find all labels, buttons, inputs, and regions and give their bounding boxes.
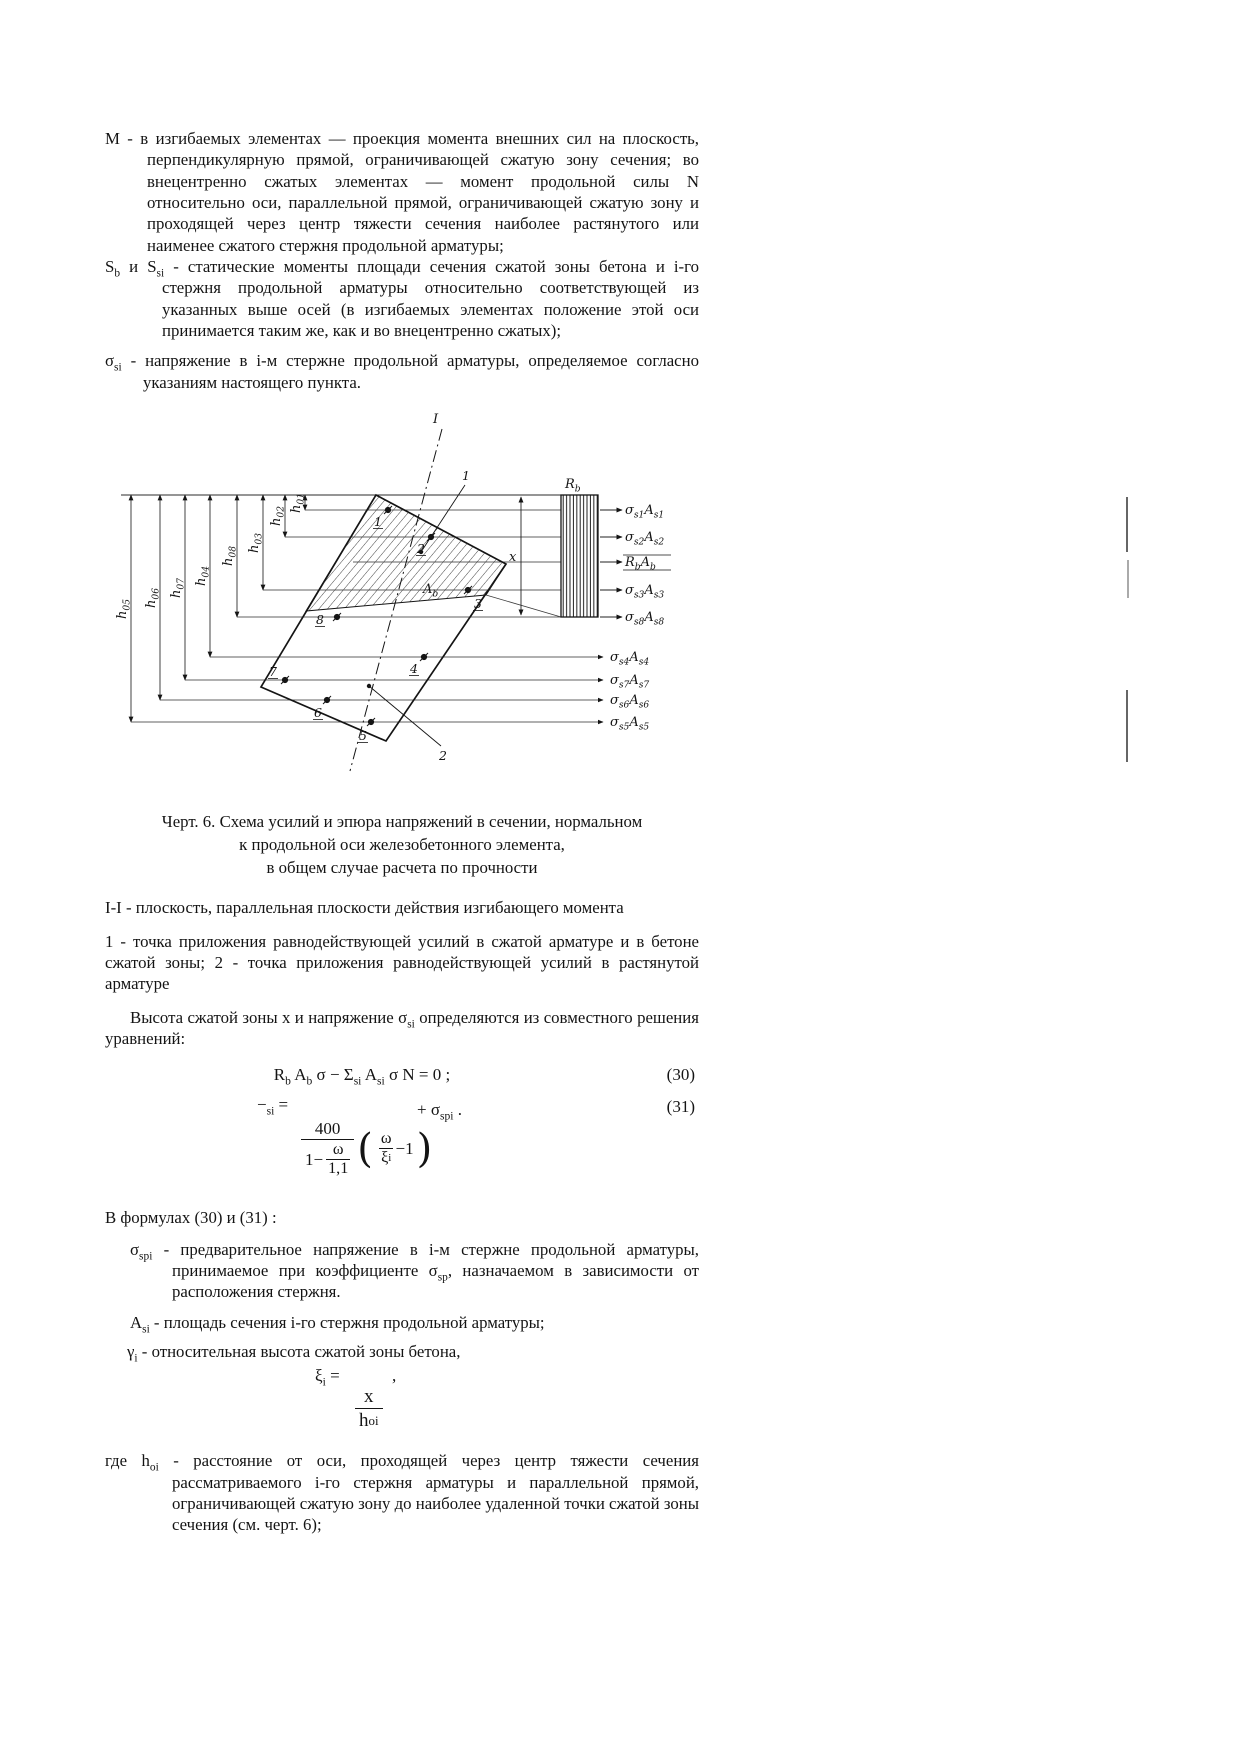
dimension-labels <box>115 493 307 619</box>
text-column <box>105 128 699 1536</box>
h01-label: $h_{01}$ <box>289 492 307 513</box>
equation-31 <box>105 1095 699 1195</box>
equation-31-number: (31) <box>666 1097 695 1117</box>
h02-label: $h_{02}$ <box>269 505 287 526</box>
right-paren: ) <box>416 1125 433 1172</box>
svg-text:6: 6 <box>314 704 322 720</box>
scan-artifact-line <box>1126 690 1128 762</box>
equation-xi <box>105 1362 699 1440</box>
stress-block-label: $R_b$ <box>565 476 581 495</box>
svg-text:2: 2 <box>417 540 425 556</box>
h06-label: $h_{06}$ <box>144 587 162 608</box>
x-over-hoi: x h oi <box>355 1386 383 1432</box>
caption-line-2: к продольной оси железобетонного элемента, <box>239 835 565 855</box>
h04-label: $h_{04}$ <box>194 565 212 586</box>
h05-label: $h_{05}$ <box>115 598 133 619</box>
h07-label: $h_{07}$ <box>169 577 187 598</box>
main-fraction: 400 1− $\frac{\omega}{1,1}$ <box>301 1119 354 1178</box>
force-label-sigma-s5: $\sigma_{s5}A_{s5}$ <box>610 714 650 733</box>
force-label-sigma-s4: $\sigma_{s4}A_{s4}$ <box>610 649 650 668</box>
force-label-sigma-s1: $\sigma_{s1}A_{s1}$ <box>625 502 665 521</box>
figure-6 <box>113 409 699 792</box>
stress-block <box>561 495 598 617</box>
legend-points-1-2: 1 - точка приложения равнодействующей усилий в сжатой арматуре и в бетоне сжатой зоны; 2 - точка приложения равнодействующей усилий в растянутой арматуре <box>105 931 699 994</box>
svg-text:5: 5 <box>359 727 367 743</box>
caption-line-3: в общем случае расчета по прочности <box>266 858 538 878</box>
minus-one: −1 <box>395 1138 414 1158</box>
h03-label: $h_{03}$ <box>247 532 265 553</box>
force-label-sigma-s2: $\sigma_{s2}A_{s2}$ <box>625 529 665 548</box>
svg-text:7: 7 <box>269 663 277 679</box>
force-label-rbab: $R_bA_b$ <box>625 554 656 573</box>
caption-line-1: Черт. 6. Схема усилий и эпюра напряжений в сечении, нормальном <box>161 811 643 831</box>
leader-2-label: 2 <box>439 747 447 763</box>
svg-text:4: 4 <box>410 660 418 676</box>
equation-xi-lhs: $\xi_i$ = <box>315 1366 340 1389</box>
h08-label: $h_{08}$ <box>221 545 239 566</box>
equation-30 <box>105 1065 699 1088</box>
equation-31-lhs: $-_{si}$ = <box>257 1095 289 1118</box>
definition-sb-ssi: $S_b$ и $S_{si}$ - статические моменты площади сечения сжатой зоны бетона и i-го стержня продольной арматуры относительно соответствующей из указанных выше осей (в изгибаемых элементах положение этой оси принимается таким же, как и во внецентренно сжатых); <box>105 256 699 340</box>
zone-boundary-extension <box>486 595 561 617</box>
omega-over-xi: ω ξ i <box>380 1130 392 1167</box>
equation-30-number: (30) <box>666 1065 695 1085</box>
definition-gamma-i: $\gamma_i$ - относительная высота сжатой зоны бетона, <box>127 1342 461 1365</box>
axis-i-label: I <box>433 411 439 427</box>
force-label-sigma-s7: $\sigma_{s7}A_{s7}$ <box>610 672 650 691</box>
scan-artifact-line <box>1127 560 1129 598</box>
definition-m: М - в изгибаемых элементах — проекция момента внешних сил на плоскость, перпендикулярную прямой, ограничивающей сжатую зону сечения; во внецентренно сжатых элементах — момент продольной силы N относительно оси, параллельной прямой, ограничивающей сжатую зону и проходящей через центр тяжести сечения наиболее растянутого или наименее сжатого стержня продольной арматуры; <box>105 129 699 255</box>
figure-caption <box>105 810 699 880</box>
paragraph-solve: Высота сжатой зоны x и напряжение $\sigma_{si}$ определяются из совместного решения уравнений: <box>105 1007 699 1049</box>
svg-text:1: 1 <box>374 513 382 529</box>
x-dimension-label: x <box>509 549 517 565</box>
force-label-sigma-s8: $\sigma_{s8}A_{s8}$ <box>625 609 665 628</box>
compressed-zone <box>306 495 506 611</box>
omega-over-11: $\frac{\omega}{1,1}$ <box>328 1141 349 1178</box>
figure-6-drawing <box>113 409 698 787</box>
equation-xi-comma: , <box>392 1366 397 1386</box>
definition-sigma-si: $\sigma_{si}$ - напряжение в i-м стержне продольной арматуры, определяемое согласно указаниям настоящего пункта. <box>105 351 699 392</box>
definition-asi: $A_{si}$ - площадь сечения i-го стержня продольной арматуры; <box>130 1312 545 1336</box>
ab-zone-label: $A_b$ <box>423 581 439 600</box>
equation-31-plus-term: + $\sigma_{spi}$ . <box>417 1100 462 1123</box>
legend-axis-ii: I-I - плоскость, параллельная плоскости действия изгибающего момента <box>105 898 624 918</box>
leader-1-label: 1 <box>462 467 470 483</box>
definition-sigma-spi: $\sigma_{spi}$ - предварительное напряжение в i-м стержне продольной арматуры, принимаемое при коэффициенте $\sigma_{sp}$, назначаемом в зависимости от расположения стержня. <box>130 1239 699 1302</box>
paragraph-in-formulas: В формулах (30) и (31) : <box>105 1208 277 1228</box>
svg-text:8: 8 <box>316 611 324 627</box>
equation-31-fraction <box>301 1119 433 1178</box>
leader-point-2 <box>367 684 447 763</box>
force-label-sigma-s6: $\sigma_{s6}A_{s6}$ <box>610 692 650 711</box>
equation-30-body: $R_b$ $A_b$ $\sigma - \Sigma_{si}$ $A_{si}$ σ N = 0 ; <box>273 1065 451 1088</box>
scan-artifact-line <box>1126 497 1128 552</box>
definition-hoi: где $h_{oi}$ - расстояние от оси, проходящей через центр тяжести сечения рассматриваемого i-го стержня арматуры и параллельной прямой, ограничивающей сжатую зону до наиболее удаленной точки сжатой зоны сечения (см. черт. 6); <box>105 1451 699 1535</box>
force-arrows-upper <box>600 510 622 617</box>
svg-text:3: 3 <box>474 595 482 611</box>
force-label-sigma-s3: $\sigma_{s3}A_{s3}$ <box>625 582 665 601</box>
left-paren: ( <box>357 1125 373 1172</box>
